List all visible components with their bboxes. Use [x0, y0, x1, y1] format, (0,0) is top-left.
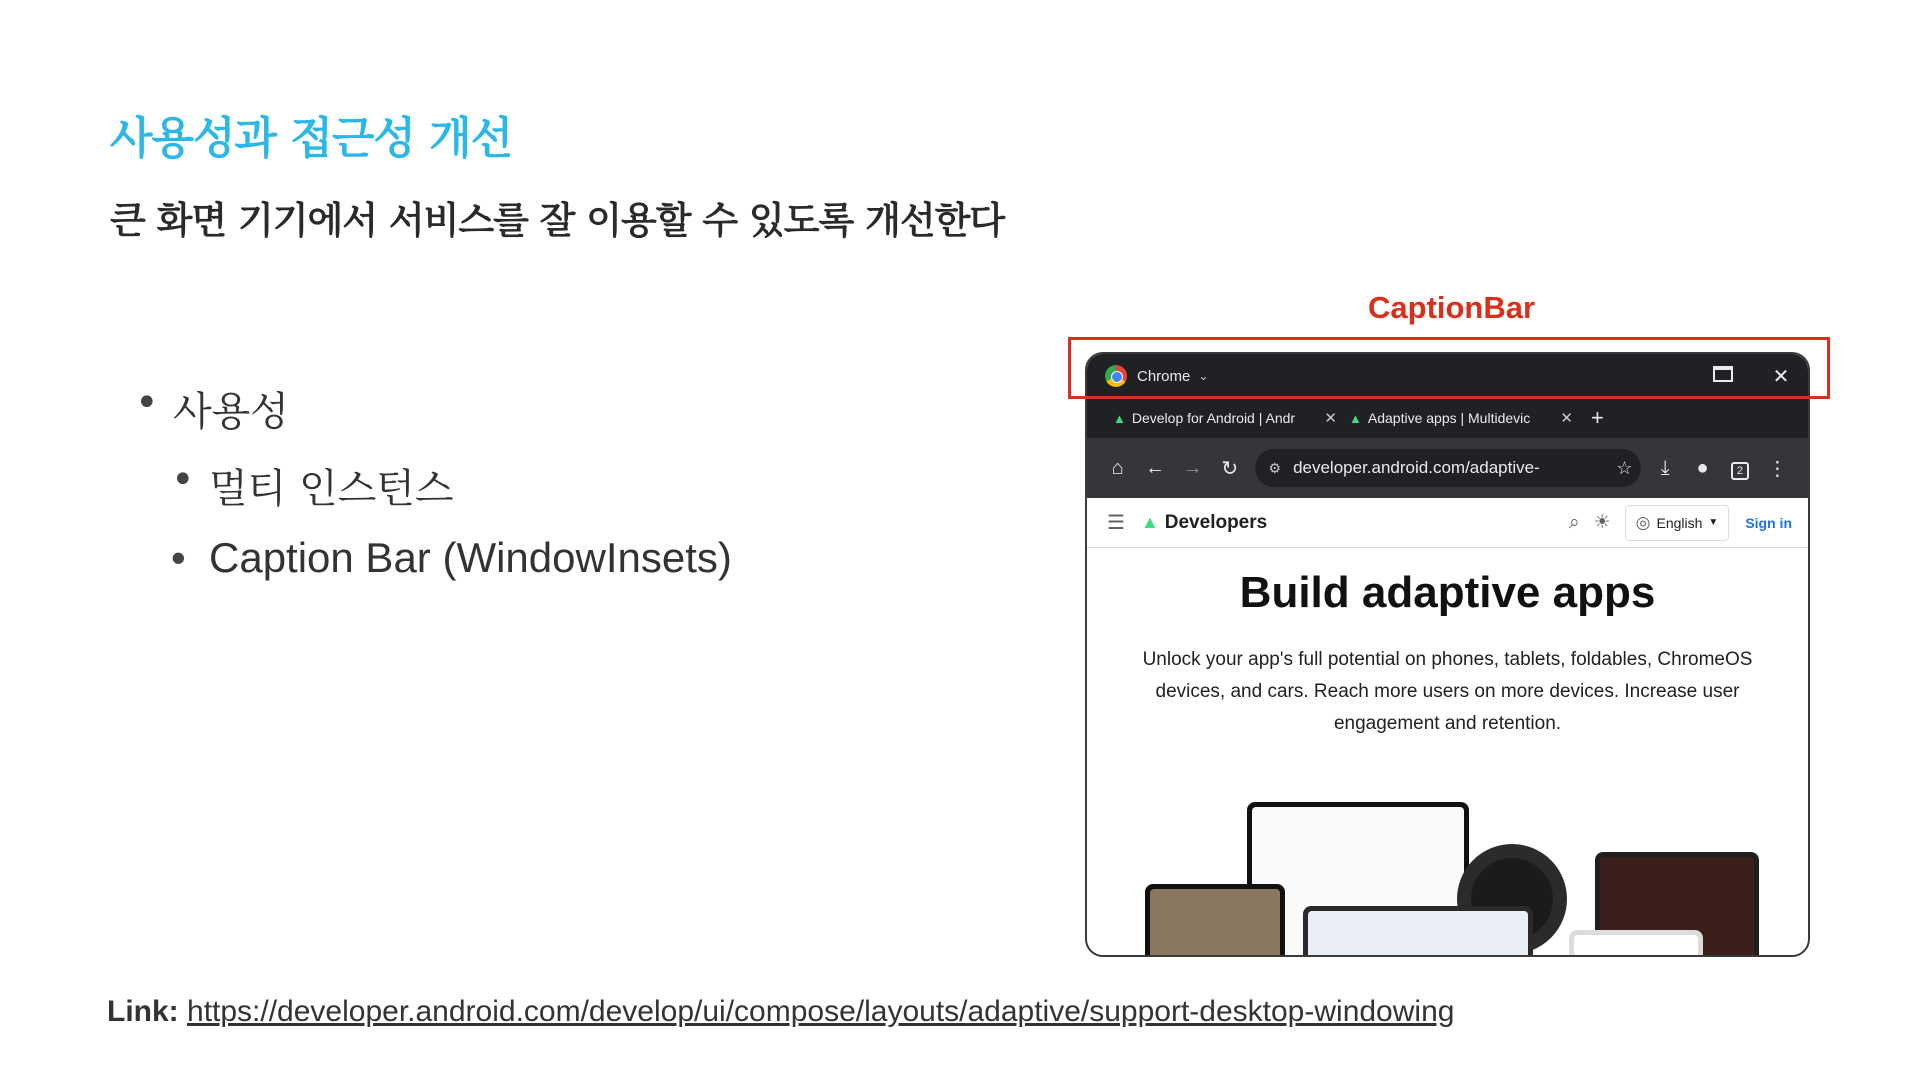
slide-subtitle: 큰 화면 기기에서 서비스를 잘 이용할 수 있도록 개선한다 — [110, 199, 1005, 242]
chrome-logo-icon — [1105, 365, 1127, 387]
tab-label: Develop for Android | Andr — [1131, 410, 1296, 426]
site-settings-icon[interactable]: ⚙ — [1268, 459, 1282, 476]
foldable-device — [1145, 884, 1285, 957]
android-icon: ▲ — [1113, 410, 1126, 426]
search-icon[interactable]: ⌕ — [1568, 511, 1580, 533]
tab-count: 2 — [1731, 462, 1749, 480]
device-illustration — [1087, 794, 1810, 957]
tab-label: Adaptive apps | Multidevic — [1367, 410, 1531, 426]
theme-toggle-icon[interactable]: ☀ — [1593, 512, 1611, 533]
bullet-multi-instance: • 멀티 인스턴스 — [135, 457, 732, 514]
chevron-down-icon[interactable]: ⌄ — [1198, 369, 1209, 383]
close-icon[interactable]: ✕ — [1560, 410, 1573, 427]
app-name: Chrome — [1137, 367, 1191, 385]
new-tab-button[interactable]: + — [1591, 405, 1604, 430]
browser-toolbar — [1087, 438, 1808, 498]
microphone-icon[interactable]: ● — [1696, 456, 1709, 479]
address-bar[interactable] — [1255, 449, 1641, 487]
hero-description: Unlock your app's full potential on phones, tablets, foldables, ChromeOS devices, and cars. Reach more users on more devices. Increase user engagement and retention. — [1142, 649, 1753, 734]
url-text[interactable]: developer.android.com/adaptive- — [1293, 458, 1540, 477]
bookmark-star-icon[interactable]: ☆ — [1616, 457, 1633, 478]
tablet-device — [1303, 906, 1533, 957]
link-line — [107, 995, 1454, 1029]
back-icon[interactable]: ← — [1145, 456, 1166, 479]
android-icon: ▲ — [1349, 410, 1362, 426]
home-icon[interactable]: ⌂ — [1111, 456, 1124, 479]
maximize-button[interactable] — [1712, 365, 1734, 388]
tab-switcher-button[interactable] — [1721, 457, 1758, 480]
brand-name[interactable]: Developers — [1164, 511, 1268, 533]
globe-icon: ◎ — [1635, 512, 1651, 532]
sign-in-link[interactable]: Sign in — [1745, 514, 1792, 531]
tab-adaptive-apps[interactable] — [1345, 402, 1581, 434]
phone-device — [1569, 930, 1703, 957]
browser-window — [1085, 352, 1810, 957]
documentation-link[interactable]: https://developer.android.com/develop/ui/compose/layouts/adaptive/support-desktop-windowing — [187, 995, 1455, 1028]
reload-icon[interactable]: ↻ — [1221, 457, 1239, 480]
menu-dots-icon[interactable]: ⋮ — [1767, 457, 1788, 480]
language-label: English — [1656, 514, 1703, 531]
bullet-caption-bar: • Caption Bar (WindowInsets) — [135, 534, 732, 582]
close-window-button[interactable]: ✕ — [1772, 365, 1790, 388]
hamburger-menu-icon[interactable]: ☰ — [1107, 512, 1125, 534]
close-icon[interactable]: ✕ — [1324, 410, 1337, 427]
caption-bar-label: CaptionBar — [1368, 290, 1536, 325]
tab-strip — [1087, 398, 1808, 438]
language-select[interactable] — [1625, 505, 1730, 541]
caption-bar[interactable] — [1087, 354, 1808, 398]
link-label: Link: — [107, 995, 179, 1028]
download-icon[interactable]: ⤓ — [1660, 456, 1670, 479]
bullet-list — [135, 380, 732, 602]
bullet-usability: • 사용성 — [135, 380, 732, 437]
forward-icon[interactable]: → — [1182, 456, 1203, 479]
maximize-icon — [1713, 366, 1733, 382]
hero-title: Build adaptive apps — [1239, 568, 1656, 617]
android-logo-icon: ▲ — [1140, 512, 1159, 532]
slide-title: 사용성과 접근성 개선 — [110, 113, 513, 164]
caret-down-icon: ▼ — [1708, 517, 1719, 528]
tab-develop-for-android[interactable] — [1109, 402, 1345, 434]
site-header — [1087, 498, 1808, 548]
